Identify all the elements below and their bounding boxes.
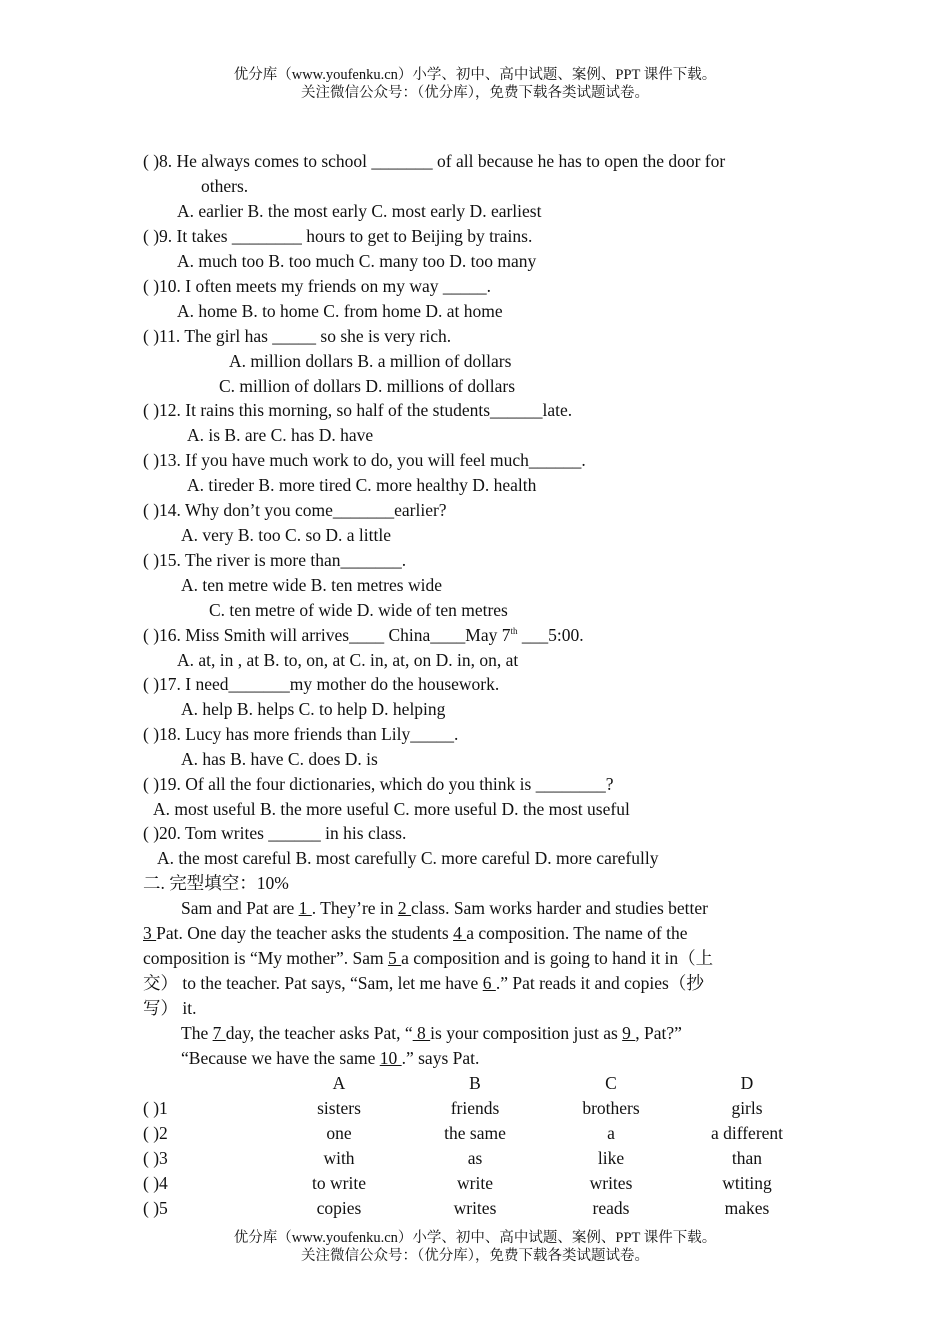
table-header-d: D xyxy=(740,1073,754,1093)
passage-line-1: Sam and Pat are 1 . They’re in 2 class. Sam works harder and studies better xyxy=(181,898,708,918)
question-12-stem: ( )12. It rains this morning, so half of the students______late. xyxy=(143,400,573,420)
question-18-stem: ( )18. Lucy has more friends than Lily_____. xyxy=(143,724,459,744)
table-cell: the same xyxy=(444,1123,506,1143)
passage-line-3: composition is “My mother”. Sam 5 a composition and is going to hand it in（上 xyxy=(143,948,714,968)
table-cell: brothers xyxy=(582,1098,640,1118)
table-cell: than xyxy=(731,1148,763,1168)
blank-8: 8 xyxy=(412,1023,431,1043)
question-20-options: A. the most careful B. most carefully C. more careful D. more carefully xyxy=(157,848,659,868)
question-16-options: A. at, in , at B. to, on, at C. in, at, on D. in, on, at xyxy=(177,650,519,670)
blank-5: 5 xyxy=(387,948,402,968)
section-2-title: 二. 完型填空：10% xyxy=(143,873,289,893)
table-cell: makes xyxy=(724,1198,770,1218)
question-17-stem: ( )17. I need_______my mother do the housework. xyxy=(143,674,500,694)
question-16-stem: ( )16. Miss Smith will arrives____ China____May 7th ___5:00. xyxy=(143,625,584,645)
question-9-options: A. much too B. too much C. many too D. too many xyxy=(177,251,537,271)
table-header-c: C xyxy=(605,1073,617,1093)
blank-2: 2 xyxy=(397,898,412,918)
table-cell: writes xyxy=(453,1198,497,1218)
question-9-stem: ( )9. It takes ________ hours to get to Beijing by trains. xyxy=(143,226,533,246)
table-row-5-number: ( )5 xyxy=(143,1198,168,1218)
blank-10: 10 xyxy=(379,1048,402,1068)
question-11-options-line-1: A. million dollars B. a million of dollars xyxy=(229,351,512,371)
table-cell: a different xyxy=(710,1123,784,1143)
question-17-options: A. help B. helps C. to help D. helping xyxy=(181,699,446,719)
question-8-stem-continued: others. xyxy=(201,176,249,196)
table-cell: to write xyxy=(312,1173,366,1193)
blank-1: 1 xyxy=(298,898,312,918)
table-row-3-number: ( )3 xyxy=(143,1148,168,1168)
passage-line-4: 交） to the teacher. Pat says, “Sam, let me have 6 .” Pat reads it and copies（抄 xyxy=(143,973,704,993)
table-cell: sisters xyxy=(317,1098,361,1118)
question-15-options-line-1: A. ten metre wide B. ten metres wide xyxy=(181,575,442,595)
blank-9: 9 xyxy=(622,1023,636,1043)
blank-6: 6 xyxy=(482,973,496,993)
question-13-options: A. tireder B. more tired C. more healthy D. health xyxy=(187,475,537,495)
table-cell: like xyxy=(597,1148,625,1168)
table-cell: reads xyxy=(592,1198,630,1218)
page-header-line-1: 优分库（www.youfenku.cn）小学、初中、高中试题、案例、PPT 课件下载。 xyxy=(233,67,717,83)
table-row-2-number: ( )2 xyxy=(143,1123,168,1143)
table-cell: friends xyxy=(450,1098,500,1118)
table-cell: writes xyxy=(589,1173,633,1193)
table-cell: one xyxy=(326,1123,352,1143)
table-cell: write xyxy=(457,1173,493,1193)
table-cell: with xyxy=(323,1148,355,1168)
table-row-1-number: ( )1 xyxy=(143,1098,168,1118)
question-15-stem: ( )15. The river is more than_______. xyxy=(143,550,407,570)
blank-4: 4 xyxy=(453,923,467,943)
table-cell: girls xyxy=(731,1098,763,1118)
question-19-options: A. most useful B. the more useful C. more useful D. the most useful xyxy=(153,799,630,819)
question-14-stem: ( )14. Why don’t you come_______earlier? xyxy=(143,500,447,520)
question-19-stem: ( )19. Of all the four dictionaries, which do you think is ________? xyxy=(143,774,614,794)
blank-7: 7 xyxy=(212,1023,226,1043)
page-header-line-2: 关注微信公众号：（优分库），免费下载各类试题试卷。 xyxy=(301,85,649,101)
question-11-options-line-2: C. million of dollars D. millions of dollars xyxy=(219,376,516,396)
question-13-stem: ( )13. If you have much work to do, you will feel much______. xyxy=(143,450,586,470)
question-14-options: A. very B. too C. so D. a little xyxy=(181,525,391,545)
table-row-4-number: ( )4 xyxy=(143,1173,168,1193)
table-cell: as xyxy=(467,1148,483,1168)
passage-line-7: “Because we have the same 10 .” says Pat. xyxy=(181,1048,480,1068)
table-cell: copies xyxy=(316,1198,362,1218)
page-footer-line-1: 优分库（www.youfenku.cn）小学、初中、高中试题、案例、PPT 课件下载。 xyxy=(233,1230,717,1246)
question-10-options: A. home B. to home C. from home D. at home xyxy=(177,301,503,321)
passage-line-6: The 7 day, the teacher asks Pat, “ 8 is your composition just as 9 , Pat?” xyxy=(181,1023,682,1043)
question-11-stem: ( )11. The girl has _____ so she is very rich. xyxy=(143,326,452,346)
blank-3: 3 xyxy=(143,923,157,943)
question-12-options: A. is B. are C. has D. have xyxy=(187,425,374,445)
passage-line-2: 3 Pat. One day the teacher asks the students 4 a composition. The name of the xyxy=(143,923,688,943)
question-18-options: A. has B. have C. does D. is xyxy=(181,749,378,769)
question-10-stem: ( )10. I often meets my friends on my way _____. xyxy=(143,276,491,296)
question-20-stem: ( )20. Tom writes ______ in his class. xyxy=(143,823,407,843)
page-footer-line-2: 关注微信公众号：（优分库），免费下载各类试题试卷。 xyxy=(301,1248,649,1264)
table-cell: a xyxy=(607,1123,615,1143)
table-header-a: A xyxy=(332,1073,346,1093)
question-15-options-line-2: C. ten metre of wide D. wide of ten metres xyxy=(209,600,508,620)
question-8-stem: ( )8. He always comes to school _______ of all because he has to open the door for xyxy=(143,151,726,171)
question-8-options: A. earlier B. the most early C. most early D. earliest xyxy=(177,201,542,221)
table-header-b: B xyxy=(469,1073,481,1093)
passage-line-5: 写） it. xyxy=(143,998,197,1018)
table-cell: wtiting xyxy=(722,1173,772,1193)
